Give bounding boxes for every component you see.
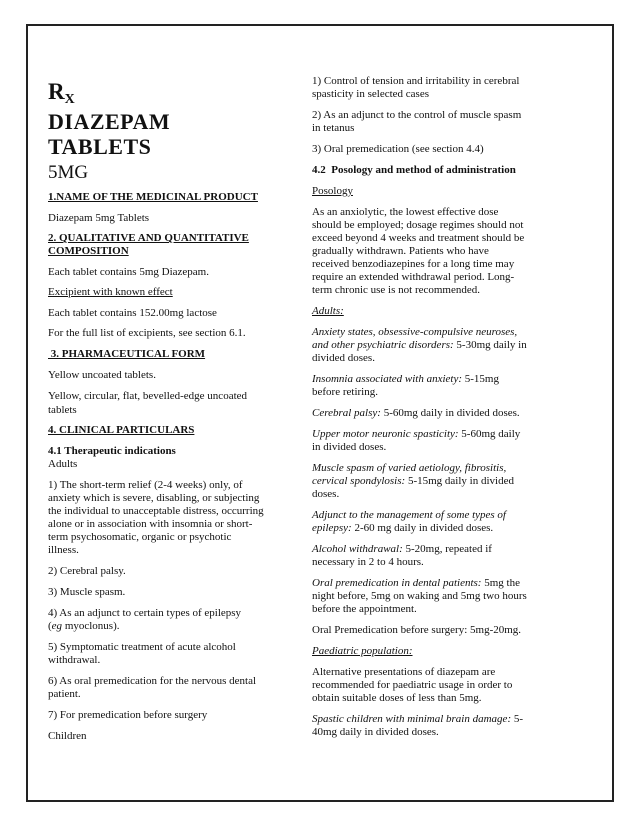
dose-muscle-value: 5-15mg daily in divided — [405, 475, 514, 487]
child-ind-2a: 2) As an adjunct to the control of muscle spasm — [312, 109, 522, 121]
child-ind-1a: 1) Control of tension and irritability in cerebral — [312, 75, 520, 87]
lactose-text: Each tablet contains 152.00mg lactose — [48, 307, 217, 319]
adults-label: Adults — [48, 458, 78, 470]
indication-1e: term psychosomatic, organic or psychotic — [48, 531, 232, 543]
rx-r: R — [48, 79, 65, 104]
posology-1b: should be employed; dosage regimes should not — [312, 219, 524, 231]
title-line-2: TABLETS — [48, 134, 152, 159]
dose-muscle-b — [312, 474, 514, 489]
excipients-ref: For the full list of excipients, see section 6.1. — [48, 327, 246, 339]
dose-insomnia-label: Insomnia associated with anxiety: — [312, 373, 463, 385]
child-ind-1b: spasticity in selected cases — [312, 88, 429, 100]
dose-spasticity-value: 5-60mg daily — [458, 428, 521, 440]
indication-1f: illness. — [48, 544, 79, 556]
indication-5a: 5) Symptomatic treatment of acute alcohol — [48, 641, 236, 653]
form-text-1: Yellow uncoated tablets. — [48, 369, 156, 381]
paediatric-heading: Paediatric population: — [312, 645, 413, 657]
excipient-heading: Excipient with known effect — [48, 286, 173, 298]
child-ind-2b: in tetanus — [312, 122, 355, 134]
dose-insomnia-value: 5-15mg — [462, 373, 499, 385]
indication-7: 7) For premedication before surgery — [48, 709, 208, 721]
indication-4a: 4) As an adjunct to certain types of epilepsy — [48, 607, 242, 619]
indication-3: 3) Muscle spasm. — [48, 586, 126, 598]
adults-heading: Adults: — [312, 305, 344, 317]
dose-spasticity-label: Upper motor neuronic spasticity: — [312, 428, 459, 440]
dose-cerebral-palsy — [312, 406, 520, 421]
indication-6b: patient. — [48, 688, 81, 700]
dose-insomnia-b: before retiring. — [312, 386, 378, 398]
posology-1a: As an anxiolytic, the lowest effective dose — [312, 206, 499, 218]
dose-muscle-c: doses. — [312, 488, 340, 500]
indication-6a: 6) As oral premedication for the nervous dental — [48, 675, 257, 687]
indication-1b: anxiety which is severe, disabling, or subjecting — [48, 492, 260, 504]
form-text-2a: Yellow, circular, flat, bevelled-edge uncoated — [48, 390, 248, 402]
indication-1a: 1) The short-term relief (2-4 weeks) only, of — [48, 479, 243, 491]
dose-muscle-a: Muscle spasm of varied aetiology, fibrositis, — [312, 462, 507, 474]
dose-alcohol-label: Alcohol withdrawal: — [312, 543, 403, 555]
dose-dental-value: 5mg the — [481, 577, 520, 589]
dose-dental-label: Oral premedication in dental patients: — [312, 577, 482, 589]
dose-epilepsy-a: Adjunct to the management of some types of — [312, 509, 506, 521]
dose-cp-label: Cerebral palsy: — [312, 407, 381, 419]
section-2-heading-a: 2. QUALITATIVE AND QUANTITATIVE — [48, 232, 249, 244]
indication-2: 2) Cerebral palsy. — [48, 565, 126, 577]
dose-epilepsy-b — [312, 521, 493, 536]
title-line-1: DIAZEPAM — [48, 109, 171, 134]
dose-anxiety-c: divided doses. — [312, 352, 375, 364]
dose-anxiety-b-label: and other psychiatric disorders: — [312, 339, 454, 351]
indication-5b: withdrawal. — [48, 654, 101, 666]
posology-1e: received benzodiazepines for a long time may — [312, 258, 515, 270]
product-name: Diazepam 5mg Tablets — [48, 212, 150, 224]
section-4-heading: 4. CLINICAL PARTICULARS — [48, 424, 195, 436]
child-ind-3: 3) Oral premedication (see section 4.4) — [312, 143, 484, 155]
composition-text: Each tablet contains 5mg Diazepam. — [48, 266, 209, 278]
posology-heading: Posology — [312, 185, 353, 197]
dose-dental-c: before the appointment. — [312, 603, 417, 615]
dose-alcohol-b: necessary in 2 to 4 hours. — [312, 556, 424, 568]
dose-alcohol-value: 5-20mg, repeated if — [402, 543, 492, 555]
eg-text: eg — [51, 620, 63, 632]
section-2-heading-b: COMPOSITION — [48, 245, 129, 257]
rx-symbol — [48, 80, 75, 112]
children-label: Children — [48, 730, 87, 742]
paediatric-1c: obtain suitable doses of less than 5mg. — [312, 692, 482, 704]
dose-anxiety-a: Anxiety states, obsessive-compulsive neuroses, — [312, 326, 518, 338]
posology-1g: term chronic use is not recommended. — [312, 284, 481, 296]
paediatric-1b: recommended for paediatric usage in order to — [312, 679, 513, 691]
indication-1d: alone or in association with insomnia or short- — [48, 518, 253, 530]
dose-spasticity-b: in divided doses. — [312, 441, 387, 453]
dose-anxiety-b-value: 5-30mg daily in — [453, 339, 527, 351]
section-4-1-heading: 4.1 Therapeutic indications — [48, 445, 176, 457]
section-4-2-heading: 4.2 Posology and method of administration — [312, 164, 516, 176]
myoclonus-text: myoclonus). — [62, 620, 120, 632]
paediatric-2a-value: 5- — [511, 713, 524, 725]
strength: 5MG — [48, 162, 89, 183]
paediatric-1a: Alternative presentations of diazepam are — [312, 666, 496, 678]
section-3-heading: 3. PHARMACEUTICAL FORM — [48, 348, 206, 360]
dose-epilepsy-label: epilepsy: — [312, 522, 352, 534]
rx-x: X — [64, 92, 75, 107]
posology-1c: exceed beyond 4 weeks and treatment should be — [312, 232, 525, 244]
dose-epilepsy-value: 2-60 mg daily in divided doses. — [351, 522, 494, 534]
dose-surgery: Oral Premedication before surgery: 5mg-20mg. — [312, 624, 522, 636]
section-1-heading: 1.NAME OF THE MEDICINAL PRODUCT — [48, 191, 258, 203]
posology-1d: gradually withdrawn. Patients who have — [312, 245, 489, 257]
form-text-2b: tablets — [48, 404, 77, 416]
dose-cp-value: 5-60mg daily in divided doses. — [380, 407, 520, 419]
dose-dental-b: night before, 5mg on waking and 5mg two hours — [312, 590, 527, 602]
indication-4b: (eg myoclonus). — [48, 620, 120, 632]
dose-muscle-label: cervical spondylosis: — [312, 475, 406, 487]
posology-1f: require an extended withdrawal period. Long- — [312, 271, 515, 283]
indication-1c: the individual to unacceptable distress, occurring — [48, 505, 264, 517]
paediatric-2a-label: Spastic children with minimal brain damage: — [312, 713, 512, 725]
paediatric-2b: 40mg daily in divided doses. — [312, 726, 439, 738]
